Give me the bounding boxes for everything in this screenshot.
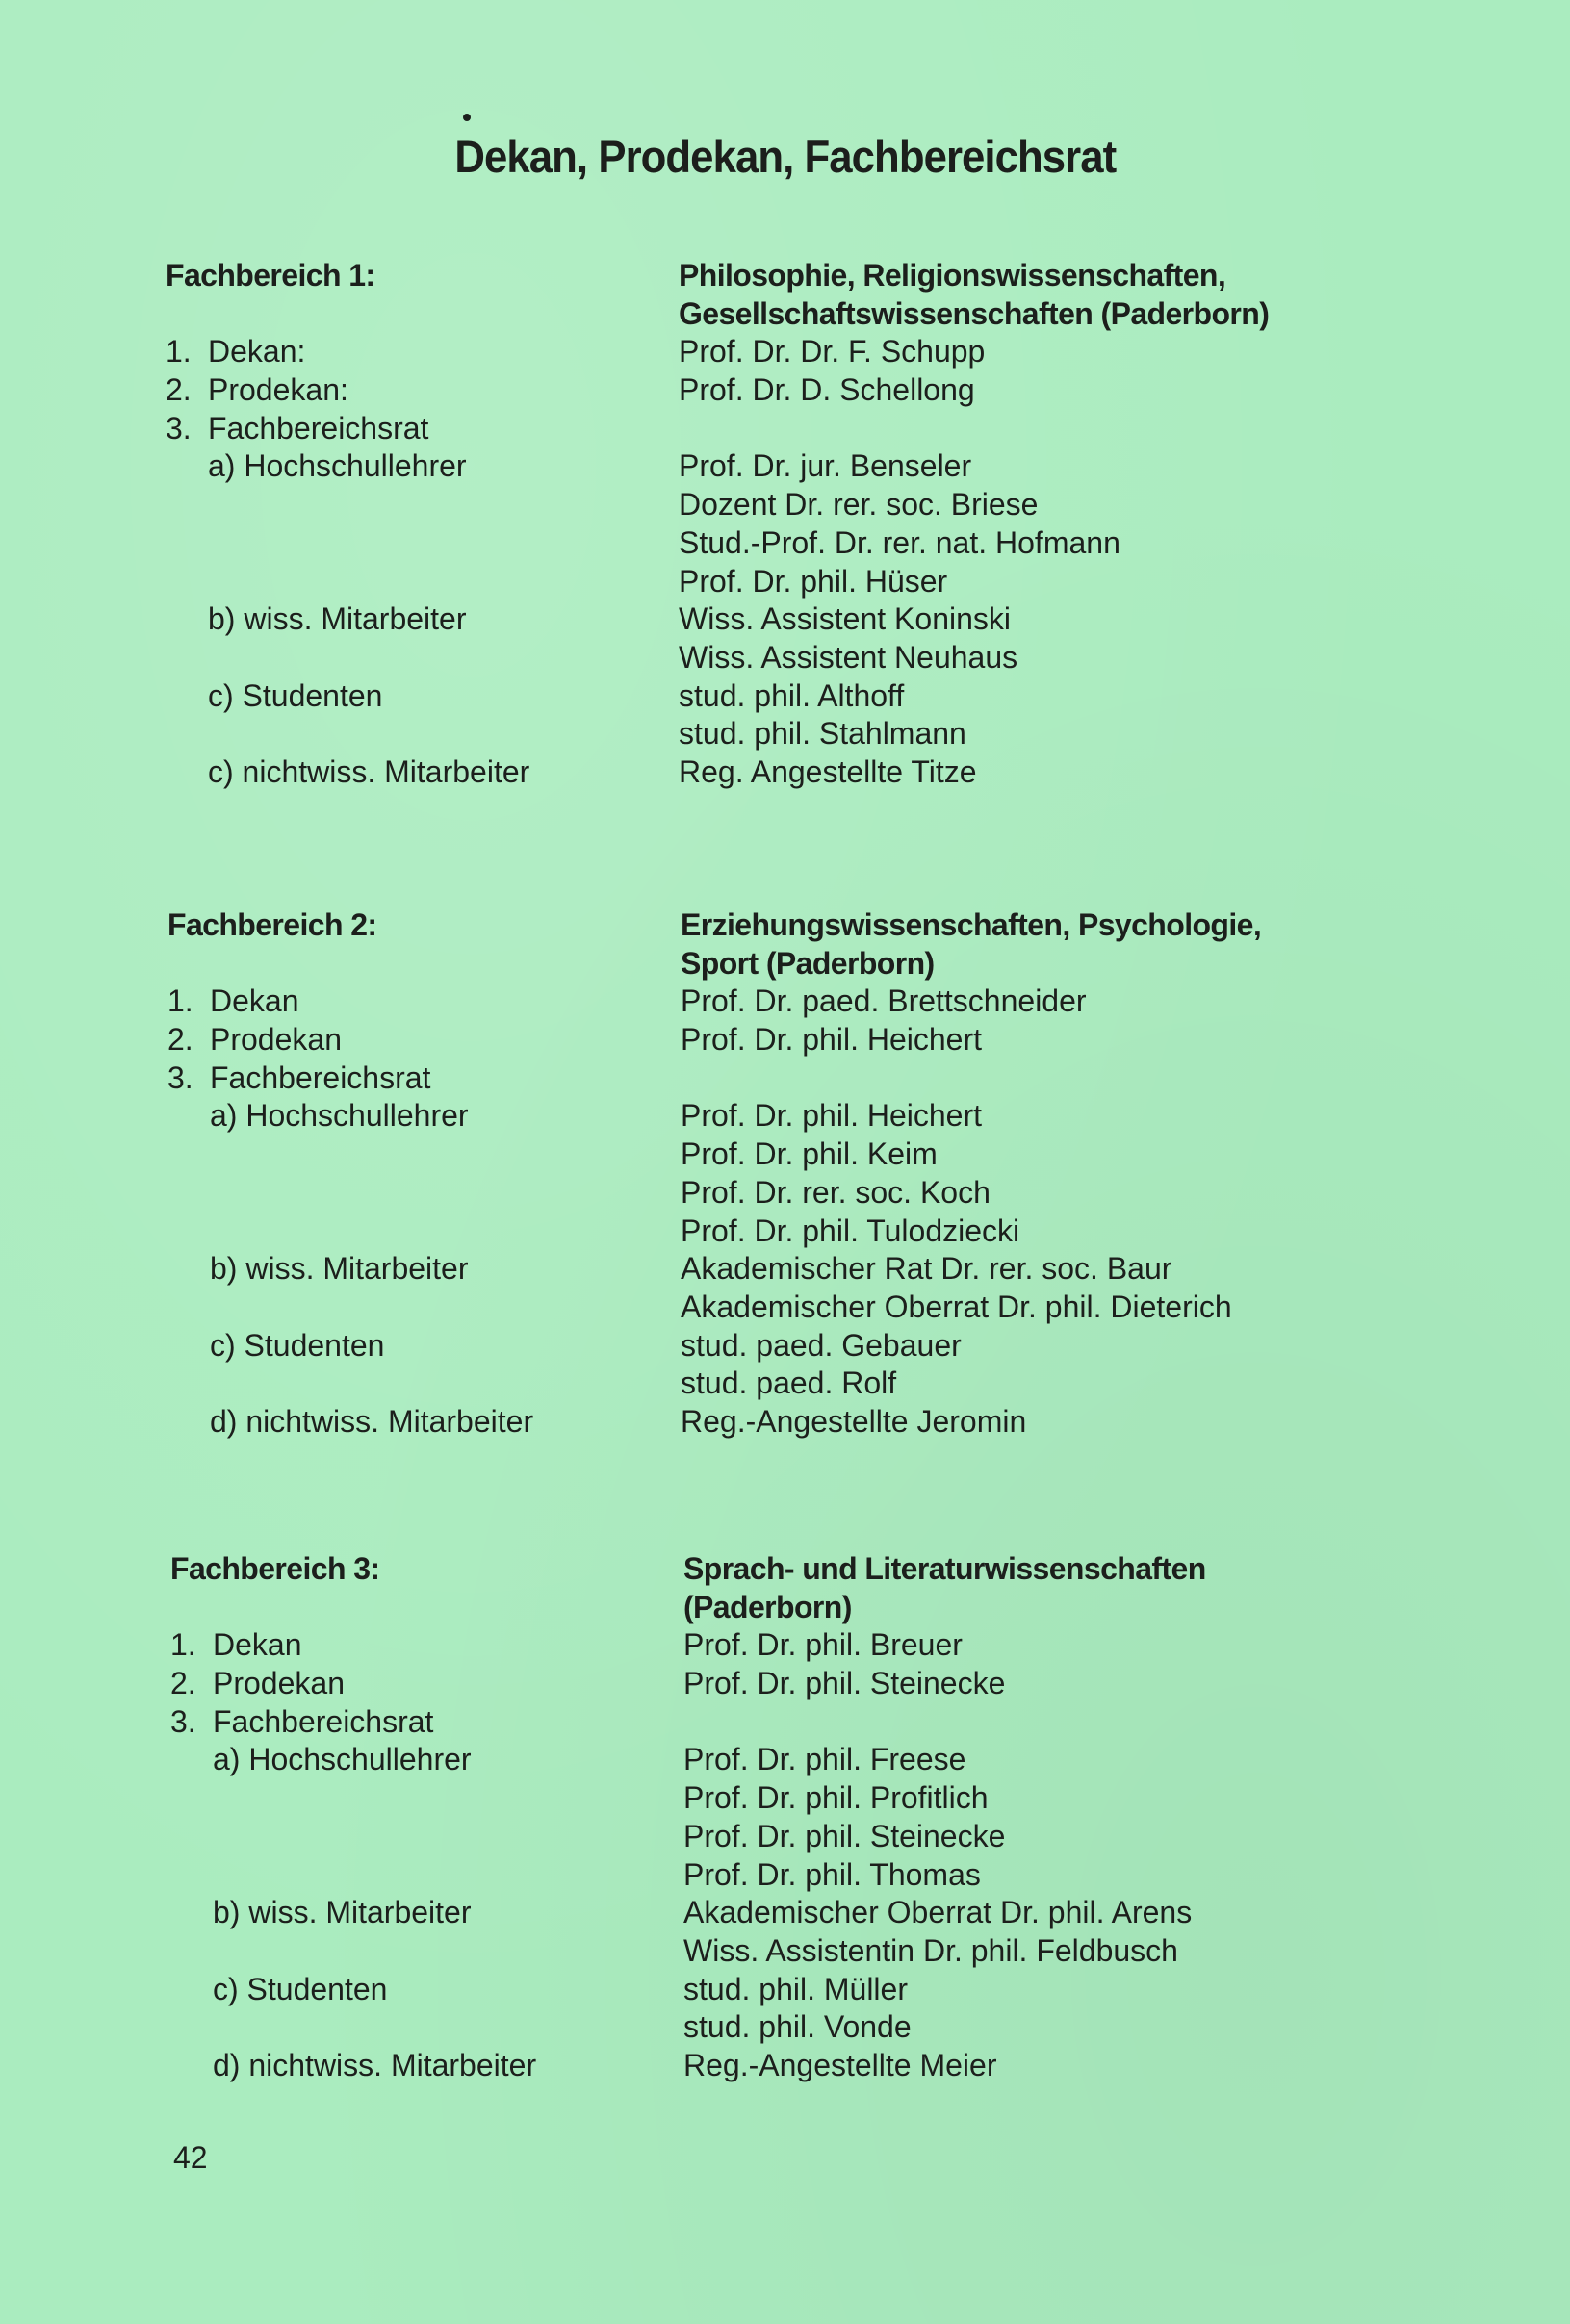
group-label: c) Studenten [210, 1327, 385, 1363]
prodekan-name: Prof. Dr. phil. Heichert [681, 1022, 982, 1058]
prodekan-label: Prodekan: [208, 372, 348, 408]
rat-label: Fachbereichsrat [210, 1060, 431, 1095]
group-label: a) Hochschullehrer [210, 1098, 469, 1134]
fachbereich-2-section [167, 907, 1515, 1442]
dekan-label: Dekan [210, 983, 299, 1019]
fachbereich-3-section [170, 1550, 1518, 2085]
page-number: 42 [173, 2140, 208, 2175]
member-name: Prof. Dr. phil. Thomas [683, 1856, 981, 1892]
group-label: b) wiss. Mitarbeiter [208, 601, 467, 637]
dekan-name: Prof. Dr. phil. Breuer [683, 1627, 963, 1663]
member-name: Akademischer Oberrat Dr. phil. Arens [683, 1895, 1193, 1930]
group-label: c) Studenten [208, 677, 383, 713]
member-name: Prof. Dr. phil. Freese [683, 1742, 966, 1777]
group-label: b) wiss. Mitarbeiter [213, 1895, 472, 1930]
subject-line: Sport (Paderborn) [681, 945, 935, 981]
member-name: stud. paed. Rolf [681, 1366, 897, 1401]
list-number: 2. [167, 1022, 193, 1058]
list-number: 1. [166, 334, 192, 370]
prodekan-label: Prodekan [210, 1022, 342, 1058]
member-name: Prof. Dr. phil. Heichert [681, 1098, 982, 1134]
page-title: Dekan, Prodekan, Fachbereichsrat [454, 131, 1117, 182]
group-label: c) Studenten [213, 1971, 388, 2006]
ink-dot [463, 114, 471, 121]
group-label: d) nichtwiss. Mitarbeiter [210, 1403, 534, 1439]
member-name: Prof. Dr. jur. Benseler [679, 448, 972, 484]
member-name: Prof. Dr. rer. soc. Koch [681, 1174, 991, 1210]
section-heading: Fachbereich 2: [167, 907, 377, 942]
list-number: 3. [166, 410, 192, 446]
group-label: b) wiss. Mitarbeiter [210, 1251, 469, 1287]
list-number: 2. [170, 1666, 196, 1701]
fachbereich-1-section [166, 257, 1513, 792]
member-name: Reg.-Angestellte Jeromin [681, 1403, 1027, 1439]
member-name: Wiss. Assistent Koninski [679, 601, 1011, 637]
section-heading: Fachbereich 1: [166, 258, 375, 293]
prodekan-name: Prof. Dr. D. Schellong [679, 372, 975, 408]
member-name: stud. paed. Gebauer [681, 1327, 962, 1363]
subject-line: Philosophie, Religionswissenschaften, [679, 258, 1226, 293]
group-label: a) Hochschullehrer [213, 1742, 472, 1777]
subject-line: Gesellschaftswissenschaften (Paderborn) [679, 295, 1270, 331]
prodekan-name: Prof. Dr. phil. Steinecke [683, 1666, 1006, 1701]
member-name: Stud.-Prof. Dr. rer. nat. Hofmann [679, 524, 1120, 560]
rat-label: Fachbereichsrat [213, 1703, 434, 1739]
list-number: 3. [167, 1060, 193, 1095]
member-name: stud. phil. Vonde [683, 2009, 912, 2045]
member-name: Prof. Dr. phil. Steinecke [683, 1818, 1006, 1853]
member-name: Reg. Angestellte Titze [679, 753, 977, 789]
member-name: stud. phil. Althoff [679, 677, 905, 713]
member-name: Prof. Dr. phil. Keim [681, 1136, 938, 1172]
member-name: Prof. Dr. phil. Profitlich [683, 1780, 989, 1816]
list-number: 1. [170, 1627, 196, 1663]
group-label: a) Hochschullehrer [208, 448, 467, 484]
list-number: 1. [167, 983, 193, 1019]
member-name: Prof. Dr. phil. Hüser [679, 563, 948, 599]
rat-label: Fachbereichsrat [208, 410, 429, 446]
member-name: Akademischer Oberrat Dr. phil. Dieterich [681, 1289, 1232, 1324]
subject-line: Sprach- und Literaturwissenschaften [683, 1551, 1206, 1586]
member-name: Wiss. Assistent Neuhaus [679, 639, 1018, 675]
member-name: stud. phil. Müller [683, 1971, 908, 2006]
subject-line: Erziehungswissenschaften, Psychologie, [681, 907, 1262, 942]
dekan-label: Dekan [213, 1627, 302, 1663]
member-name: Prof. Dr. phil. Tulodziecki [681, 1213, 1020, 1248]
prodekan-label: Prodekan [213, 1666, 345, 1701]
subject-line: (Paderborn) [683, 1589, 852, 1624]
list-number: 3. [170, 1703, 196, 1739]
list-number: 2. [166, 372, 192, 408]
member-name: Reg.-Angestellte Meier [683, 2047, 997, 2082]
dekan-label: Dekan: [208, 334, 306, 370]
section-heading: Fachbereich 3: [170, 1551, 380, 1586]
dekan-name: Prof. Dr. paed. Brettschneider [681, 983, 1087, 1019]
member-name: Wiss. Assistentin Dr. phil. Feldbusch [683, 1932, 1178, 1968]
member-name: Akademischer Rat Dr. rer. soc. Baur [681, 1251, 1172, 1287]
group-label: d) nichtwiss. Mitarbeiter [213, 2047, 537, 2082]
dekan-name: Prof. Dr. Dr. F. Schupp [679, 334, 986, 370]
member-name: Dozent Dr. rer. soc. Briese [679, 487, 1039, 523]
group-label: c) nichtwiss. Mitarbeiter [208, 753, 530, 789]
member-name: stud. phil. Stahlmann [679, 716, 966, 752]
